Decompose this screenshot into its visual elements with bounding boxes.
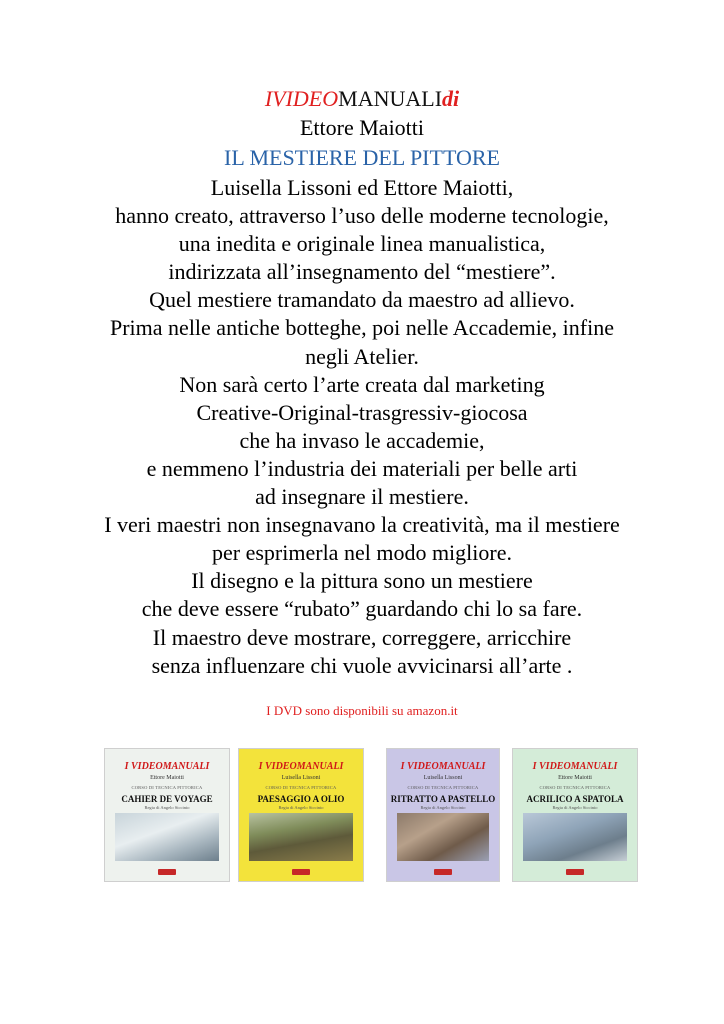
cover-brand: I VIDEOMANUALI (124, 761, 210, 772)
cover-painting-image (249, 813, 353, 861)
cover-director: Regia di Angelo Siccinio (420, 805, 466, 810)
title-video: VIDEO (272, 86, 339, 111)
cover-director: Regia di Angelo Siccinio (278, 805, 324, 810)
body-line: che deve essere “rubato” guardando chi lo sa fare. (141, 596, 583, 622)
cover-course: CORSO DI TECNICA PITTORICA (407, 785, 479, 790)
author-name: Ettore Maiotti (299, 115, 425, 140)
cover-brand: I VIDEOMANUALI (400, 761, 486, 772)
body-line: Creative-Original-trasgressiv-giocosa (196, 399, 528, 425)
cover-author: Luisella Lissoni (281, 775, 321, 781)
cover-course: CORSO DI TECNICA PITTORICA (539, 785, 611, 790)
cover-author: Luisella Lissoni (423, 775, 463, 781)
cover-course: CORSO DI TECNICA PITTORICA (265, 785, 337, 790)
cover-title: RITRATTO A PASTELLO (390, 794, 496, 804)
body-line: negli Atelier. (305, 343, 419, 369)
dvd-cover-cahier-de-voyage (104, 748, 230, 882)
cover-title: CAHIER DE VOYAGE (121, 794, 213, 804)
cover-author: Ettore Maiotti (558, 775, 592, 781)
body-line: senza influenzare chi vuole avvicinarsi all’arte . (151, 652, 573, 678)
cover-course: CORSO DI TECNICA PITTORICA (131, 785, 203, 790)
body-line: indirizzata all’insegnamento del “mestiere”. (168, 259, 556, 285)
cover-brand: I VIDEOMANUALI (258, 761, 344, 772)
availability-note: I DVD sono disponibili su amazon.it (266, 703, 458, 718)
series-title (0, 86, 724, 112)
cover-painting-image (397, 813, 489, 861)
body-line: Non sarà certo l’arte creata dal marketing (179, 371, 545, 397)
body-line: I veri maestri non insegnavano la creatività, ma il mestiere (104, 512, 620, 538)
series-subtitle: IL MESTIERE DEL PITTORE (224, 145, 500, 170)
publisher-logo (158, 869, 176, 875)
dvd-cover-ritratto-a-pastello (386, 748, 500, 882)
dvd-covers (104, 748, 638, 882)
body-line: che ha invaso le accademie, (239, 427, 485, 453)
description-text (0, 174, 724, 680)
body-line: e nemmeno l’industria dei materiali per belle arti (146, 455, 578, 481)
cover-director: Regia di Angelo Siccinio (144, 805, 190, 810)
title-di: di (442, 86, 460, 111)
body-line: Il maestro deve mostrare, correggere, arricchire (152, 624, 572, 650)
body-line: una inedita e originale linea manualistica, (178, 231, 546, 257)
cover-title: PAESAGGIO A OLIO (257, 794, 345, 804)
cover-author: Ettore Maiotti (150, 775, 184, 781)
publisher-logo (566, 869, 584, 875)
body-line: Prima nelle antiche botteghe, poi nelle Accademie, infine (110, 315, 614, 341)
cover-director: Regia di Angelo Siccinio (552, 805, 598, 810)
cover-painting-image (115, 813, 219, 861)
body-line: per esprimerla nel modo migliore. (212, 540, 512, 566)
publisher-logo (434, 869, 452, 875)
publisher-logo (292, 869, 310, 875)
cover-title: ACRILICO A SPATOLA (526, 794, 624, 804)
dvd-cover-acrilico-a-spatola (512, 748, 638, 882)
body-line: Quel mestiere tramandato da maestro ad allievo. (149, 287, 575, 313)
body-line: Il disegno e la pittura sono un mestiere (191, 568, 533, 594)
body-line: ad insegnare il mestiere. (255, 484, 469, 510)
dvd-cover-paesaggio-a-olio (238, 748, 364, 882)
cover-brand: I VIDEOMANUALI (532, 761, 618, 772)
cover-painting-image (523, 813, 627, 861)
title-prefix: I (264, 86, 273, 111)
title-manuali: MANUALI (338, 86, 443, 111)
body-line: Luisella Lissoni ed Ettore Maiotti, (210, 175, 514, 200)
body-line: hanno creato, attraverso l’uso delle moderne tecnologie, (115, 203, 609, 229)
